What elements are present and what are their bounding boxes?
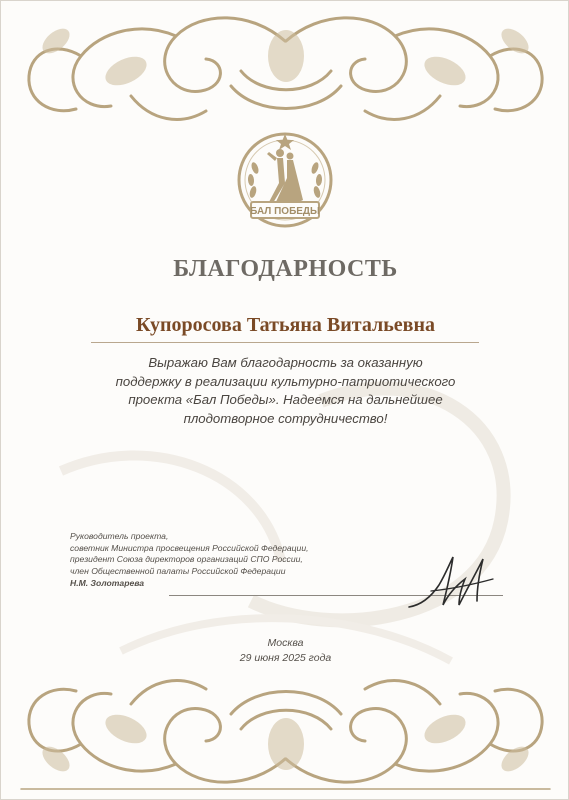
- signer-position: советник Министра просвещения Российской Федерации,: [70, 542, 309, 553]
- message-line: плодотворное сотрудничество!: [183, 410, 388, 426]
- recipient-name: Купоросова Татьяна Витальевна: [135, 314, 435, 336]
- dancing-couple-emblem: [267, 149, 303, 205]
- emblem-text: БАЛ ПОБЕДЫ: [250, 206, 320, 217]
- top-ornament: [1, 1, 569, 136]
- certificate-title: БЛАГОДАРНОСТЬ: [173, 256, 398, 282]
- bal-pobedy-emblem: [229, 128, 341, 240]
- signature: [401, 549, 501, 615]
- signer-block: [70, 531, 430, 590]
- star-icon: [276, 134, 294, 150]
- recipient-underline: [91, 342, 479, 343]
- message-line: проекта «Бал Победы». Надеемся на дальнейшее: [128, 392, 443, 407]
- signer-position: президент Союза директоров организаций СПО России,: [70, 554, 303, 565]
- message-line: поддержку в реализации культурно-патриотического: [115, 373, 456, 389]
- bottom-ornament: [1, 649, 569, 799]
- signer-name: Н.М. Золотарева: [70, 577, 145, 588]
- signer-position: Руководитель проекта,: [70, 531, 169, 541]
- gratitude-message: [61, 354, 510, 428]
- date: 29 июня 2025 года: [239, 652, 332, 664]
- city: Москва: [267, 637, 304, 649]
- signer-position: член Общественной палаты Российской Федерации: [70, 566, 286, 577]
- message-line: Выражаю Вам благодарность за оказанную: [148, 355, 423, 370]
